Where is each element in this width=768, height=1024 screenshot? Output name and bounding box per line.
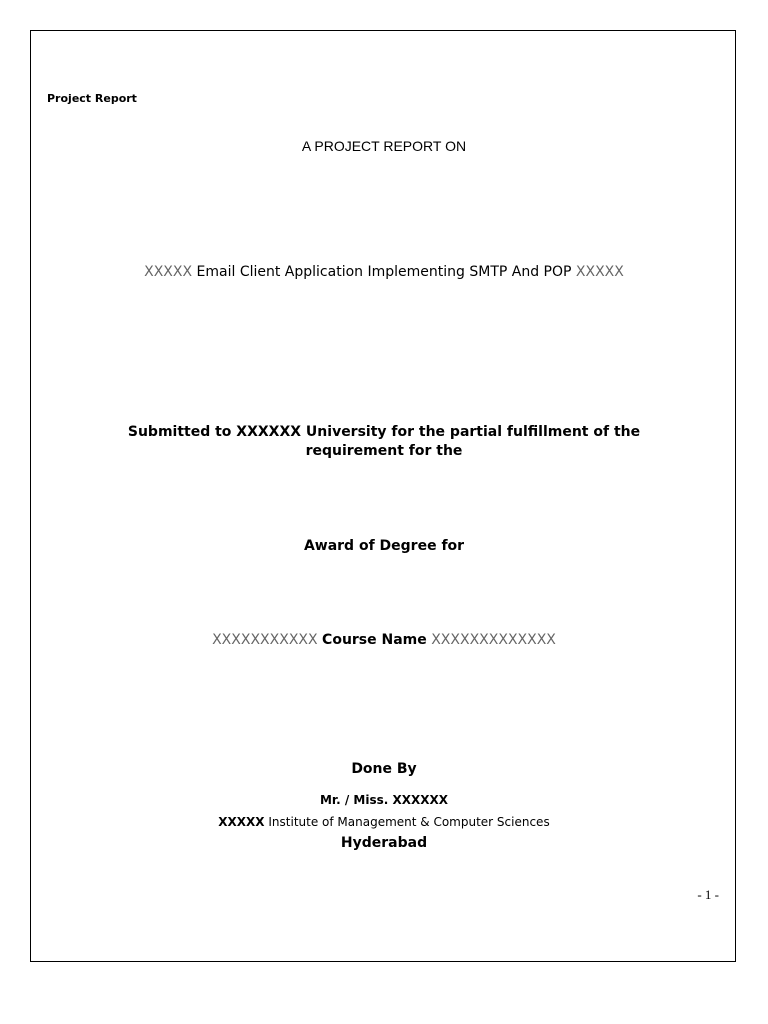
course-suffix-placeholder: XXXXXXXXXXXXX	[431, 632, 556, 648]
institute-prefix: XXXXX	[218, 815, 265, 829]
course-line	[31, 632, 737, 648]
page-number: - 1 -	[697, 887, 719, 902]
title-prefix-placeholder: XXXXX	[144, 264, 193, 280]
course-prefix-placeholder: XXXXXXXXXXX	[212, 632, 318, 648]
course-name: Course Name	[322, 632, 427, 648]
submission-line-2: requirement for the	[305, 443, 463, 459]
report-heading: A PROJECT REPORT ON	[301, 138, 467, 154]
title-text: Email Client Application Implementing SMTP And POP	[196, 264, 572, 280]
award-line: Award of Degree for	[303, 538, 465, 554]
submission-line-1: Submitted to XXXXXX University for the partial fulfillment of the	[127, 424, 641, 440]
student-name: Mr. / Miss. XXXXXX	[319, 793, 449, 807]
city: Hyderabad	[340, 835, 428, 851]
institute-line	[31, 815, 737, 829]
submission-statement	[31, 423, 737, 461]
document-page	[30, 30, 736, 962]
project-title	[31, 264, 737, 280]
done-by-label: Done By	[351, 761, 417, 777]
institute-name: Institute of Management & Computer Sciences	[268, 815, 550, 829]
header-label: Project Report	[47, 92, 137, 105]
title-suffix-placeholder: XXXXX	[575, 264, 624, 280]
